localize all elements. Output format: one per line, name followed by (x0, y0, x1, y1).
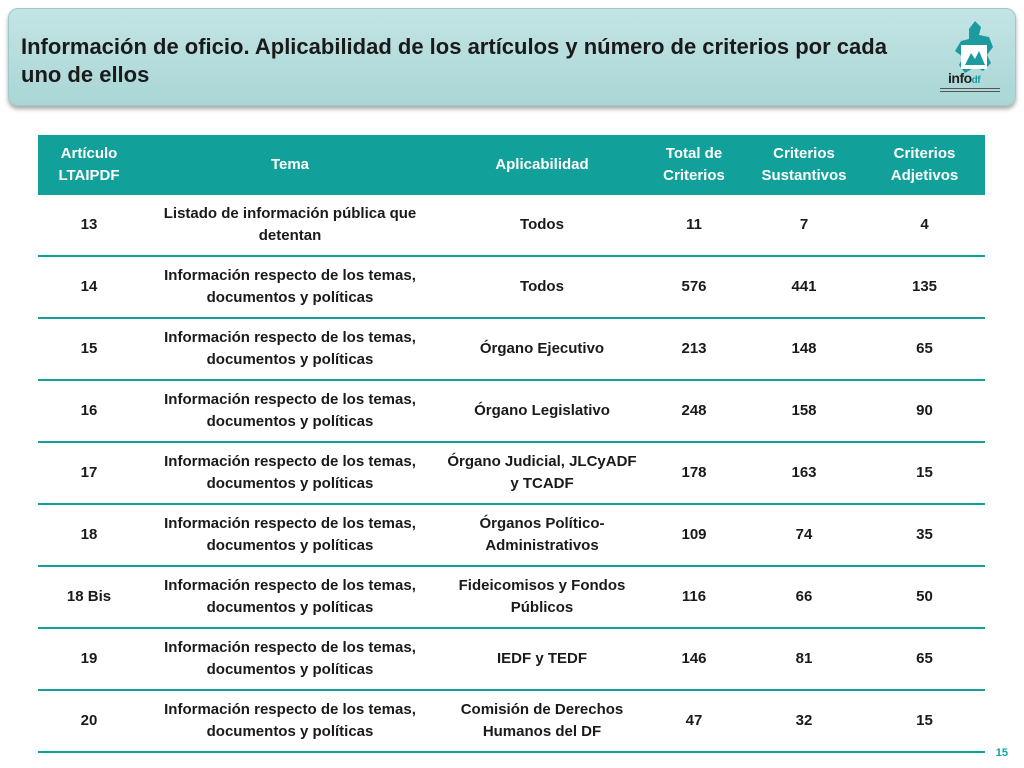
col-header-sustantivos: Criterios Sustantivos (744, 135, 864, 195)
table-row (38, 380, 985, 442)
table-header-row (38, 135, 985, 195)
cell-adjetivos: 50 (864, 566, 985, 628)
cell-total: 213 (644, 318, 744, 380)
cell-adjetivos: 35 (864, 504, 985, 566)
cell-sustantivos: 441 (744, 256, 864, 318)
cell-articulo: 19 (38, 628, 140, 690)
cell-aplicabilidad: Órganos Político-Administrativos (440, 504, 644, 566)
cell-aplicabilidad: Órgano Legislativo (440, 380, 644, 442)
cell-adjetivos: 135 (864, 256, 985, 318)
cell-total: 248 (644, 380, 744, 442)
cell-total: 11 (644, 195, 744, 256)
cell-total: 116 (644, 566, 744, 628)
cell-tema: Listado de información pública que detentan (140, 195, 440, 256)
cell-total: 47 (644, 690, 744, 752)
cell-adjetivos: 15 (864, 442, 985, 504)
cell-tema: Información respecto de los temas, documentos y políticas (140, 318, 440, 380)
cell-sustantivos: 32 (744, 690, 864, 752)
cell-adjetivos: 90 (864, 380, 985, 442)
cell-articulo: 17 (38, 442, 140, 504)
cell-articulo: 18 Bis (38, 566, 140, 628)
cell-sustantivos: 74 (744, 504, 864, 566)
cell-tema: Información respecto de los temas, documentos y políticas (140, 442, 440, 504)
cell-tema: Información respecto de los temas, documentos y políticas (140, 566, 440, 628)
table-row (38, 504, 985, 566)
cell-total: 576 (644, 256, 744, 318)
cell-sustantivos: 158 (744, 380, 864, 442)
cell-total: 109 (644, 504, 744, 566)
cell-aplicabilidad: IEDF y TEDF (440, 628, 644, 690)
cell-articulo: 16 (38, 380, 140, 442)
cell-aplicabilidad: Todos (440, 256, 644, 318)
cell-adjetivos: 4 (864, 195, 985, 256)
cell-articulo: 14 (38, 256, 140, 318)
cell-aplicabilidad: Comisión de Derechos Humanos del DF (440, 690, 644, 752)
cell-aplicabilidad: Órgano Ejecutivo (440, 318, 644, 380)
cell-sustantivos: 81 (744, 628, 864, 690)
table-row (38, 566, 985, 628)
cell-aplicabilidad: Fideicomisos y Fondos Públicos (440, 566, 644, 628)
cell-aplicabilidad: Órgano Judicial, JLCyADF y TCADF (440, 442, 644, 504)
criteria-table (38, 135, 985, 753)
cell-tema: Información respecto de los temas, documentos y políticas (140, 256, 440, 318)
table-row (38, 195, 985, 256)
cell-sustantivos: 163 (744, 442, 864, 504)
cell-adjetivos: 65 (864, 318, 985, 380)
table-row (38, 442, 985, 504)
cell-sustantivos: 148 (744, 318, 864, 380)
cell-tema: Información respecto de los temas, documentos y políticas (140, 628, 440, 690)
cell-total: 146 (644, 628, 744, 690)
slide-title: Información de oficio. Aplicabilidad de los artículos y número de criterios por cada uno de ellos (21, 34, 887, 87)
title-banner (8, 8, 1016, 106)
cell-aplicabilidad: Todos (440, 195, 644, 256)
table-row (38, 628, 985, 690)
table-row (38, 256, 985, 318)
table-row (38, 690, 985, 752)
cell-articulo: 15 (38, 318, 140, 380)
logo-wordmark (948, 70, 980, 86)
cell-articulo: 13 (38, 195, 140, 256)
col-header-total: Total de Criterios (644, 135, 744, 195)
cell-tema: Información respecto de los temas, documentos y políticas (140, 504, 440, 566)
cell-sustantivos: 7 (744, 195, 864, 256)
cell-adjetivos: 15 (864, 690, 985, 752)
cell-articulo: 20 (38, 690, 140, 752)
cell-tema: Información respecto de los temas, documentos y políticas (140, 690, 440, 752)
table-row (38, 318, 985, 380)
cell-total: 178 (644, 442, 744, 504)
cell-tema: Información respecto de los temas, documentos y políticas (140, 380, 440, 442)
logo-underline (940, 88, 1000, 92)
logo-suffix: df (971, 75, 981, 86)
col-header-articulo: Artículo LTAIPDF (38, 135, 140, 195)
logo-main: info (948, 70, 972, 86)
cell-articulo: 18 (38, 504, 140, 566)
col-header-adjetivos: Criterios Adjetivos (864, 135, 985, 195)
col-header-tema: Tema (140, 135, 440, 195)
page-number: 15 (995, 747, 1008, 759)
cell-adjetivos: 65 (864, 628, 985, 690)
col-header-aplicabilidad: Aplicabilidad (440, 135, 644, 195)
cell-sustantivos: 66 (744, 566, 864, 628)
